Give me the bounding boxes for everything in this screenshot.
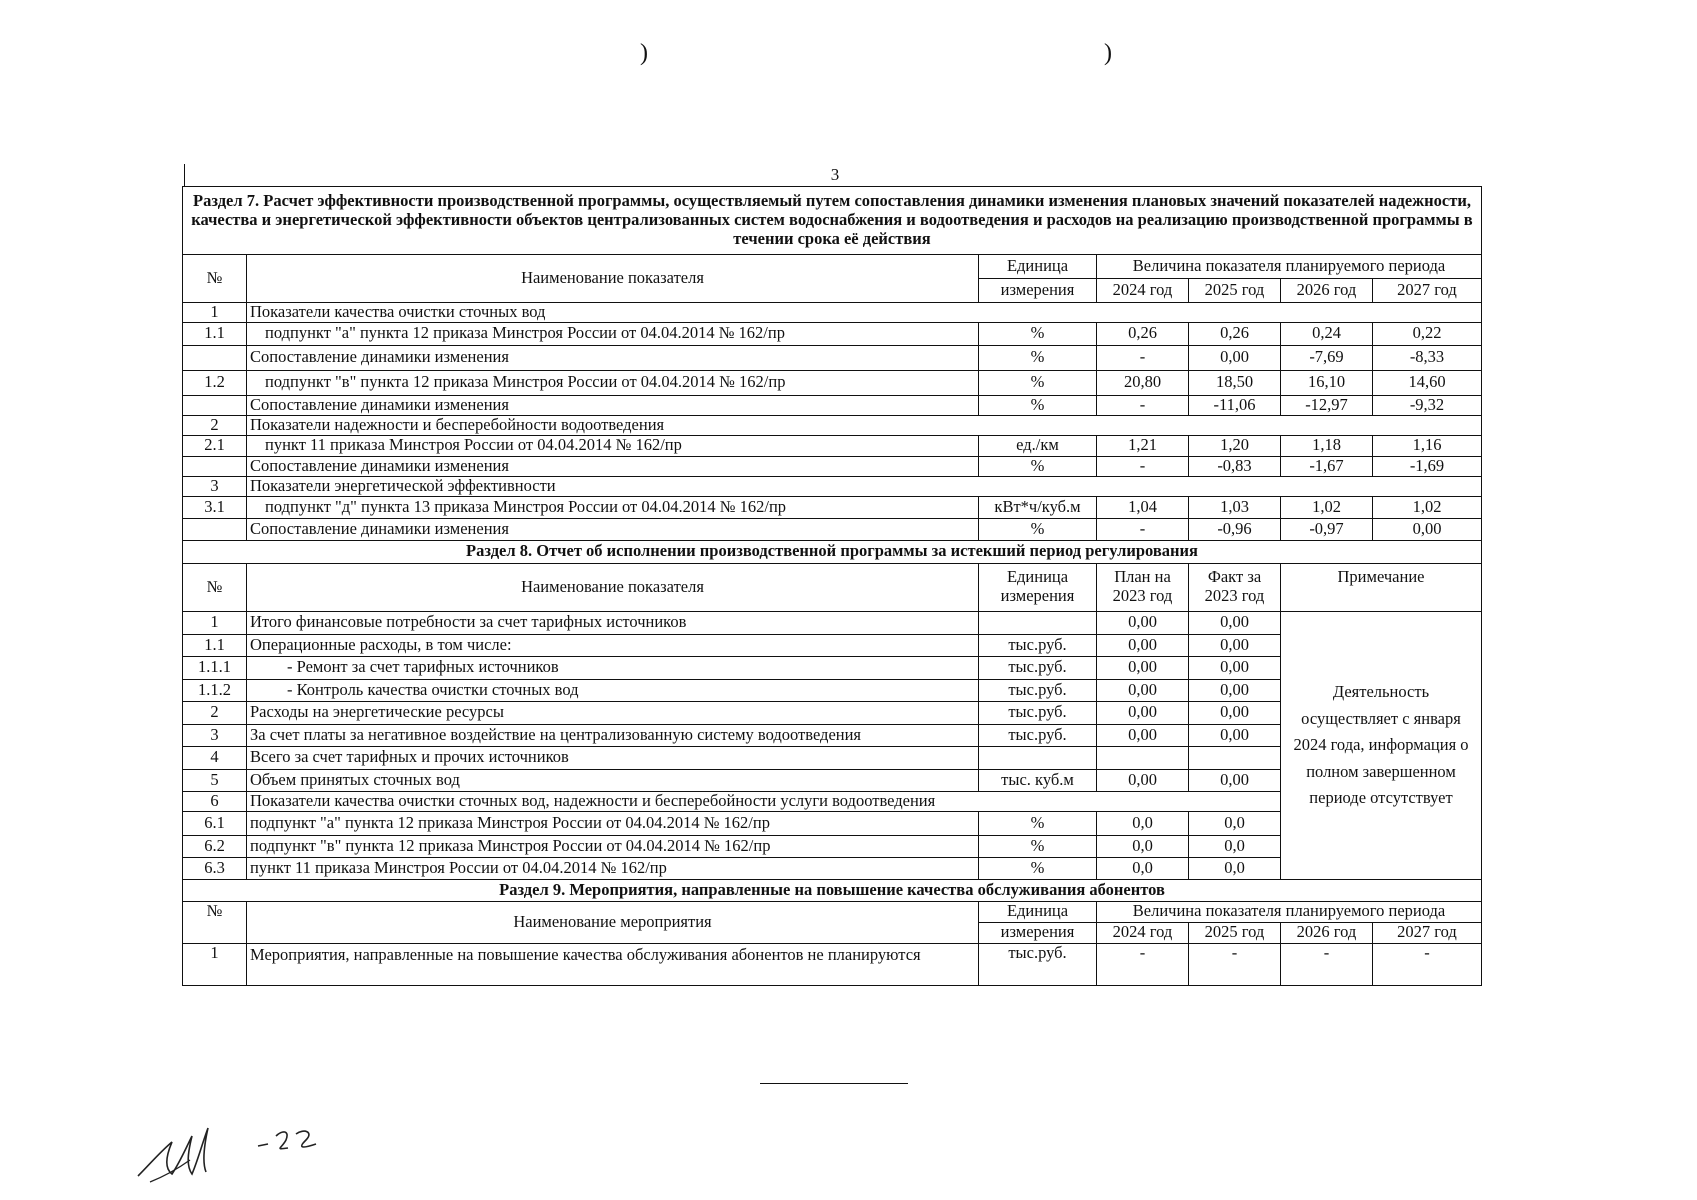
col-plan-header bbox=[1097, 563, 1189, 611]
row-number: 1.1 bbox=[183, 634, 247, 656]
measure-name: Мероприятия, направленные на повышение качества обслуживания абонентов не планируются bbox=[247, 943, 979, 985]
group-row bbox=[183, 415, 1482, 435]
plan-value: 0,00 bbox=[1097, 679, 1189, 701]
fact-value: 0,00 bbox=[1189, 701, 1281, 724]
row-number: 1 bbox=[183, 611, 247, 634]
value-cell: 0,26 bbox=[1097, 322, 1189, 345]
plan-value: 0,00 bbox=[1097, 701, 1189, 724]
indicator-name: подпункт "в" пункта 12 приказа Минстроя России от 04.04.2014 № 162/пр bbox=[247, 370, 979, 395]
indicator-name: подпункт "в" пункта 12 приказа Минстроя России от 04.04.2014 № 162/пр bbox=[247, 835, 979, 857]
unit-cell: тыс.руб. bbox=[979, 634, 1097, 656]
group-row bbox=[183, 303, 1482, 323]
fact-value: 0,0 bbox=[1189, 835, 1281, 857]
unit-cell: кВт*ч/куб.м bbox=[979, 496, 1097, 518]
col-name-header: Наименование показателя bbox=[247, 255, 979, 303]
value-cell: -1,67 bbox=[1281, 456, 1373, 476]
fact-value: 0,0 bbox=[1189, 811, 1281, 835]
plan-value: 0,00 bbox=[1097, 656, 1189, 679]
top-left-mark: ) bbox=[640, 40, 648, 66]
bottom-rule bbox=[760, 1083, 908, 1084]
indicator-name: За счет платы за негативное воздействие на централизованную систему водоотведения bbox=[247, 724, 979, 746]
row-number: 2.1 bbox=[183, 435, 247, 456]
row-number: 1.2 bbox=[183, 370, 247, 395]
col-period-header: Величина показателя планируемого периода bbox=[1097, 901, 1482, 922]
row-number bbox=[183, 345, 247, 370]
year-header: 2026 год bbox=[1281, 922, 1373, 943]
value-cell: 0,00 bbox=[1373, 518, 1482, 540]
table-row bbox=[183, 518, 1482, 540]
row-number: 6.2 bbox=[183, 835, 247, 857]
col-unit-header-line1: Единица bbox=[1006, 567, 1069, 587]
value-cell: 14,60 bbox=[1373, 370, 1482, 395]
col-name-header: Наименование показателя bbox=[247, 563, 979, 611]
fact-value bbox=[1189, 746, 1281, 769]
unit-cell: тыс. куб.м bbox=[979, 769, 1097, 791]
unit-cell: % bbox=[979, 835, 1097, 857]
row-number: 3 bbox=[183, 724, 247, 746]
value-cell: 16,10 bbox=[1281, 370, 1373, 395]
plan-value: 0,0 bbox=[1097, 835, 1189, 857]
value-cell: 1,21 bbox=[1097, 435, 1189, 456]
fact-value: 0,00 bbox=[1189, 611, 1281, 634]
table-row bbox=[183, 322, 1482, 345]
group-name: Показатели качества очистки сточных вод, надежности и бесперебойности услуги водоотведения bbox=[247, 791, 1281, 811]
value-cell: 20,80 bbox=[1097, 370, 1189, 395]
row-number: 5 bbox=[183, 769, 247, 791]
indicator-name: Сопоставление динамики изменения bbox=[247, 345, 979, 370]
row-number: 1.1.2 bbox=[183, 679, 247, 701]
value-cell: - bbox=[1373, 943, 1482, 985]
col-fact-header-line1: Факт за bbox=[1207, 567, 1262, 587]
indicator-name: пункт 11 приказа Минстроя России от 04.04.2014 № 162/пр bbox=[247, 435, 979, 456]
col-no-header: № bbox=[183, 901, 247, 943]
value-cell: 0,00 bbox=[1189, 345, 1281, 370]
row-number: 1 bbox=[183, 943, 247, 985]
note-cell: Деятельность осуществляет с января 2024 года, информация о полном завершенном периоде отсутствует bbox=[1281, 611, 1482, 879]
col-fact-header-line2: 2023 год bbox=[1204, 586, 1265, 606]
indicator-name: Объем принятых сточных вод bbox=[247, 769, 979, 791]
indicator-name: Сопоставление динамики изменения bbox=[247, 456, 979, 476]
page-number: 3 bbox=[830, 165, 840, 184]
col-unit-header-2: измерения bbox=[979, 279, 1097, 303]
unit-cell: тыс.руб. bbox=[979, 656, 1097, 679]
value-cell: 1,02 bbox=[1281, 496, 1373, 518]
fact-value: 0,0 bbox=[1189, 857, 1281, 879]
group-name: Показатели надежности и бесперебойности водоотведения bbox=[247, 415, 1482, 435]
row-number: 6.1 bbox=[183, 811, 247, 835]
value-cell: 1,20 bbox=[1189, 435, 1281, 456]
value-cell: - bbox=[1097, 518, 1189, 540]
value-cell: 1,02 bbox=[1373, 496, 1482, 518]
row-number bbox=[183, 456, 247, 476]
value-cell: - bbox=[1189, 943, 1281, 985]
indicator-name: пункт 11 приказа Минстроя России от 04.04.2014 № 162/пр bbox=[247, 857, 979, 879]
plan-value: 0,0 bbox=[1097, 857, 1189, 879]
indicator-name: Всего за счет тарифных и прочих источников bbox=[247, 746, 979, 769]
section-7 bbox=[183, 187, 1482, 541]
indicator-name: подпункт "а" пункта 12 приказа Минстроя России от 04.04.2014 № 162/пр bbox=[247, 811, 979, 835]
value-cell: -0,97 bbox=[1281, 518, 1373, 540]
unit-cell: % bbox=[979, 456, 1097, 476]
col-period-header: Величина показателя планируемого периода bbox=[1097, 255, 1482, 279]
indicator-name: - Ремонт за счет тарифных источников bbox=[247, 656, 979, 679]
year-header: 2027 год bbox=[1373, 279, 1482, 303]
indicator-name: подпункт "д" пункта 13 приказа Минстроя России от 04.04.2014 № 162/пр bbox=[247, 496, 979, 518]
section-7-title: Раздел 7. Расчет эффективности производственной программы, осуществляемый путем сопоставления динамики изменения плановых значений показателей надежности, качества и энергетической эффективности объектов централизованных систем водоснабжения и водоотведения и расходов на реализацию производственной программы в течении срока её действия bbox=[183, 187, 1482, 255]
value-cell: -12,97 bbox=[1281, 395, 1373, 415]
plan-value bbox=[1097, 746, 1189, 769]
col-no-header: № bbox=[183, 563, 247, 611]
value-cell: - bbox=[1281, 943, 1373, 985]
row-number: 2 bbox=[183, 415, 247, 435]
value-cell: -8,33 bbox=[1373, 345, 1482, 370]
value-cell: -0,96 bbox=[1189, 518, 1281, 540]
top-right-mark: ) bbox=[1104, 40, 1112, 66]
document-table bbox=[182, 186, 1482, 986]
col-unit-header-line2: измерения bbox=[1000, 586, 1075, 606]
value-cell: -11,06 bbox=[1189, 395, 1281, 415]
group-name: Показатели качества очистки сточных вод bbox=[247, 303, 1482, 323]
row-number: 1 bbox=[183, 303, 247, 323]
col-note-header: Примечание bbox=[1281, 563, 1482, 611]
unit-cell bbox=[979, 746, 1097, 769]
year-header: 2024 год bbox=[1097, 922, 1189, 943]
plan-value: 0,0 bbox=[1097, 811, 1189, 835]
plan-value: 0,00 bbox=[1097, 724, 1189, 746]
row-number: 1.1.1 bbox=[183, 656, 247, 679]
fact-value: 0,00 bbox=[1189, 634, 1281, 656]
col-no-header: № bbox=[183, 255, 247, 303]
row-number: 2 bbox=[183, 701, 247, 724]
unit-cell: % bbox=[979, 370, 1097, 395]
year-header: 2027 год bbox=[1373, 922, 1482, 943]
table-row bbox=[183, 345, 1482, 370]
indicator-name: - Контроль качества очистки сточных вод bbox=[247, 679, 979, 701]
indicator-name: Сопоставление динамики изменения bbox=[247, 518, 979, 540]
table-row bbox=[183, 611, 1482, 634]
unit-cell: % bbox=[979, 518, 1097, 540]
fact-value: 0,00 bbox=[1189, 679, 1281, 701]
table-row bbox=[183, 435, 1482, 456]
unit-cell: ед./км bbox=[979, 435, 1097, 456]
col-plan-header-line2: 2023 год bbox=[1112, 586, 1173, 606]
unit-cell: тыс.руб. bbox=[979, 943, 1097, 985]
unit-cell: % bbox=[979, 345, 1097, 370]
indicator-name: Расходы на энергетические ресурсы bbox=[247, 701, 979, 724]
row-number: 6 bbox=[183, 791, 247, 811]
year-header: 2025 год bbox=[1189, 922, 1281, 943]
indicator-name: Итого финансовые потребности за счет тарифных источников bbox=[247, 611, 979, 634]
table-row bbox=[183, 496, 1482, 518]
row-number: 6.3 bbox=[183, 857, 247, 879]
section-9-title: Раздел 9. Мероприятия, направленные на повышение качества обслуживания абонентов bbox=[183, 879, 1482, 901]
value-cell: 1,03 bbox=[1189, 496, 1281, 518]
col-unit-header bbox=[979, 563, 1097, 611]
value-cell: 0,26 bbox=[1189, 322, 1281, 345]
plan-value: 0,00 bbox=[1097, 769, 1189, 791]
year-header: 2025 год bbox=[1189, 279, 1281, 303]
table-row bbox=[183, 943, 1482, 985]
indicator-name: подпункт "а" пункта 12 приказа Минстроя России от 04.04.2014 № 162/пр bbox=[247, 322, 979, 345]
col-name-header: Наименование мероприятия bbox=[247, 901, 979, 943]
section-9 bbox=[183, 879, 1482, 985]
value-cell: - bbox=[1097, 395, 1189, 415]
value-cell: -1,69 bbox=[1373, 456, 1482, 476]
value-cell: 1,18 bbox=[1281, 435, 1373, 456]
value-cell: 1,04 bbox=[1097, 496, 1189, 518]
section-8 bbox=[183, 540, 1482, 879]
value-cell: -9,32 bbox=[1373, 395, 1482, 415]
value-cell: 0,22 bbox=[1373, 322, 1482, 345]
value-cell: -7,69 bbox=[1281, 345, 1373, 370]
fact-value: 0,00 bbox=[1189, 769, 1281, 791]
table-row bbox=[183, 456, 1482, 476]
year-header: 2026 год bbox=[1281, 279, 1373, 303]
unit-cell: тыс.руб. bbox=[979, 724, 1097, 746]
value-cell: 18,50 bbox=[1189, 370, 1281, 395]
unit-cell: тыс.руб. bbox=[979, 701, 1097, 724]
value-cell: -0,83 bbox=[1189, 456, 1281, 476]
unit-cell: % bbox=[979, 395, 1097, 415]
plan-value: 0,00 bbox=[1097, 634, 1189, 656]
row-number bbox=[183, 518, 247, 540]
group-name: Показатели энергетической эффективности bbox=[247, 476, 1482, 496]
fact-value: 0,00 bbox=[1189, 656, 1281, 679]
unit-cell bbox=[979, 611, 1097, 634]
row-number: 1.1 bbox=[183, 322, 247, 345]
row-number: 3.1 bbox=[183, 496, 247, 518]
indicator-name: Операционные расходы, в том числе: bbox=[247, 634, 979, 656]
value-cell: 0,24 bbox=[1281, 322, 1373, 345]
row-number: 4 bbox=[183, 746, 247, 769]
value-cell: 1,16 bbox=[1373, 435, 1482, 456]
plan-value: 0,00 bbox=[1097, 611, 1189, 634]
unit-cell: тыс.руб. bbox=[979, 679, 1097, 701]
unit-cell: % bbox=[979, 322, 1097, 345]
col-unit-header: Единица bbox=[979, 255, 1097, 279]
value-cell: - bbox=[1097, 345, 1189, 370]
section-8-title: Раздел 8. Отчет об исполнении производственной программы за истекший период регулирования bbox=[183, 540, 1482, 563]
value-cell: - bbox=[1097, 943, 1189, 985]
table-row bbox=[183, 370, 1482, 395]
col-unit-header-2: измерения bbox=[979, 922, 1097, 943]
group-row bbox=[183, 476, 1482, 496]
signature-image bbox=[130, 1108, 350, 1193]
col-plan-header-line1: План на bbox=[1114, 567, 1171, 587]
unit-cell: % bbox=[979, 811, 1097, 835]
row-number bbox=[183, 395, 247, 415]
col-fact-header bbox=[1189, 563, 1281, 611]
table-row bbox=[183, 395, 1482, 415]
col-unit-header: Единица bbox=[979, 901, 1097, 922]
unit-cell: % bbox=[979, 857, 1097, 879]
row-number: 3 bbox=[183, 476, 247, 496]
value-cell: - bbox=[1097, 456, 1189, 476]
fact-value: 0,00 bbox=[1189, 724, 1281, 746]
year-header: 2024 год bbox=[1097, 279, 1189, 303]
margin-line bbox=[184, 164, 185, 186]
indicator-name: Сопоставление динамики изменения bbox=[247, 395, 979, 415]
